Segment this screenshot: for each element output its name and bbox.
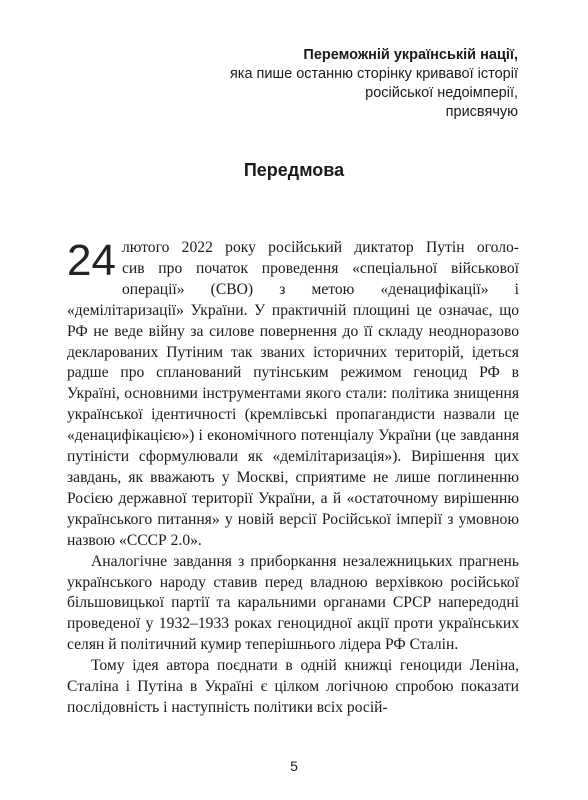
text-run: декларованих Путіним так званих історичних територій, xyxy=(67,343,464,361)
text-run: Москві, сприятиме не лише поглиненню Росією державної xyxy=(67,468,519,507)
text-run: «демілітаризація»). Вирішення цих завдань, як вважають у xyxy=(67,448,520,486)
dedication-line-1: Переможній українській нації, xyxy=(303,47,518,63)
page-number: 5 xyxy=(290,758,298,774)
body-text xyxy=(67,238,519,719)
text-run: «СССР 2.0». xyxy=(119,531,202,549)
text-run: території України, а й «остаточному вирішенню українського xyxy=(67,489,519,528)
dedication-line-2: яка пише останню сторінку кривавої історії xyxy=(229,66,518,82)
text-run: питання» у новій версії Російської імперії з умовною назвою xyxy=(67,510,519,549)
text-run: акції проти українських селян й політичний кумир теперішнього лідера РФ Сталін. xyxy=(67,615,519,654)
section-heading: Передмова xyxy=(243,160,345,180)
text-run: веде війну за силове повернення до її складу неодноразово xyxy=(114,322,519,340)
text-run: політика знищення української ідентичності (кремлівські xyxy=(67,385,520,424)
text-line: лютого 2022 року російський диктатор Путін оголо- xyxy=(121,239,519,256)
text-run: потенціалу України (це завдання путіністи сформулювали як xyxy=(67,427,519,466)
text-run: пропагандисти назвали це «денацифікацією») і економічного xyxy=(67,406,520,445)
text-run: Тому ідея автора поєднати в одній книжці геноциди Леніна, Сталіна і Путіна в Україні є цілком логічною спробою xyxy=(67,657,519,696)
text-run: СРСР напередодні проведеної у 1932–1933 роках геноцидної xyxy=(67,594,520,633)
text-run: Аналогічне завдання з приборкання незалежницьких xyxy=(91,552,453,570)
text-line: сив про початок проведення «спеціальної військової xyxy=(121,259,519,277)
text-run: операції» (СВО) з метою «денацифікації» і «демілітаризації» України. У практичній площині це означає, що РФ не xyxy=(67,280,519,340)
text-run: прагнень українського народу ставив перед владною верхівкою російської більшовицької партії та каральними органами xyxy=(67,552,520,612)
dedication-line-4: присвячую xyxy=(445,104,518,120)
paragraph-1 xyxy=(67,238,519,552)
paragraph-3 xyxy=(67,656,519,719)
text-run: показати послідовність і наступність політики всіх росій- xyxy=(67,678,519,716)
paragraph-2 xyxy=(67,552,519,657)
dedication xyxy=(78,46,518,122)
drop-cap: 24 xyxy=(67,236,116,285)
dedication-line-3: російської недоімперії, xyxy=(365,85,518,101)
text-run: ідеться радше про спланований путінським режимом геноцид РФ в Україні, основними інструментами якого стали: xyxy=(67,343,519,403)
